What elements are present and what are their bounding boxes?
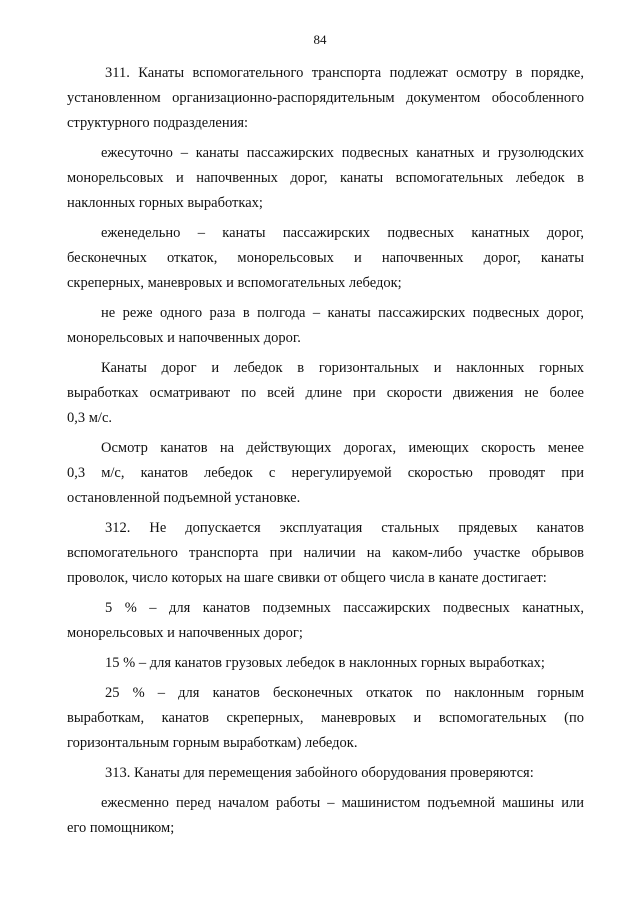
text-line: горизонтальным горным выработкам) лебедок.: [67, 735, 358, 751]
text-line: проволок, число которых на шаге свивки от общего числа в канате достигает:: [67, 570, 547, 586]
text-line: бесконечных откаток, монорельсовых и напочвенных дорог, канаты: [67, 250, 584, 266]
text-line: Канаты дорог и лебедок в горизонтальных и наклонных горных: [101, 360, 584, 376]
text-line: еженедельно – канаты пассажирских подвесных канатных дорог,: [101, 225, 584, 241]
text-line: 311. Канаты вспомогательного транспорта подлежат осмотру в порядке,: [105, 65, 584, 81]
text-line: 312. Не допускается эксплуатация стальных прядевых канатов: [105, 520, 584, 536]
text-line: остановленной подъемной установке.: [67, 490, 301, 506]
text-line: выработках осматривают по всей длине при скорости движения не более: [67, 385, 584, 401]
text-line: не реже одного раза в полгода – канаты пассажирских подвесных дорог,: [101, 305, 584, 321]
text-line: установленном организационно-распорядительным документом обособленного: [67, 90, 584, 106]
text-line: ежесменно перед началом работы – машинистом подъемной машины или: [101, 795, 584, 811]
text-line: наклонных горных выработках;: [67, 195, 263, 211]
text-line: скреперных, маневровых и вспомогательных лебедок;: [67, 275, 402, 291]
text-line: ежесуточно – канаты пассажирских подвесных канатных и грузолюдских: [101, 145, 584, 161]
text-line: структурного подразделения:: [67, 115, 249, 131]
document-body: [67, 63, 584, 843]
page-number: 84: [313, 32, 327, 47]
text-line: монорельсовых и напочвенных дорог, канаты вспомогательных лебедок в: [67, 170, 584, 186]
text-line: 0,3 м/с, канатов лебедок с нерегулируемой скоростью проводят при: [67, 465, 584, 481]
text-line: 25 % – для канатов бесконечных откаток по наклонным горным: [105, 685, 584, 701]
text-line: 15 % – для канатов грузовых лебедок в наклонных горных выработках;: [105, 655, 545, 671]
text-line: его помощником;: [67, 820, 175, 836]
text-line: 0,3 м/с.: [67, 410, 113, 426]
text-line: 313. Канаты для перемещения забойного оборудования проверяются:: [105, 765, 534, 781]
text-line: выработкам, канатов скреперных, маневровых и вспомогательных (по: [67, 710, 584, 726]
text-line: 5 % – для канатов подземных пассажирских подвесных канатных,: [105, 600, 584, 616]
text-line: монорельсовых и напочвенных дорог.: [67, 330, 301, 346]
text-line: Осмотр канатов на действующих дорогах, имеющих скорость менее: [101, 440, 584, 456]
text-line: вспомогательного транспорта при наличии на каком-либо участке обрывов: [67, 545, 584, 561]
text-line: монорельсовых и напочвенных дорог;: [67, 625, 303, 641]
